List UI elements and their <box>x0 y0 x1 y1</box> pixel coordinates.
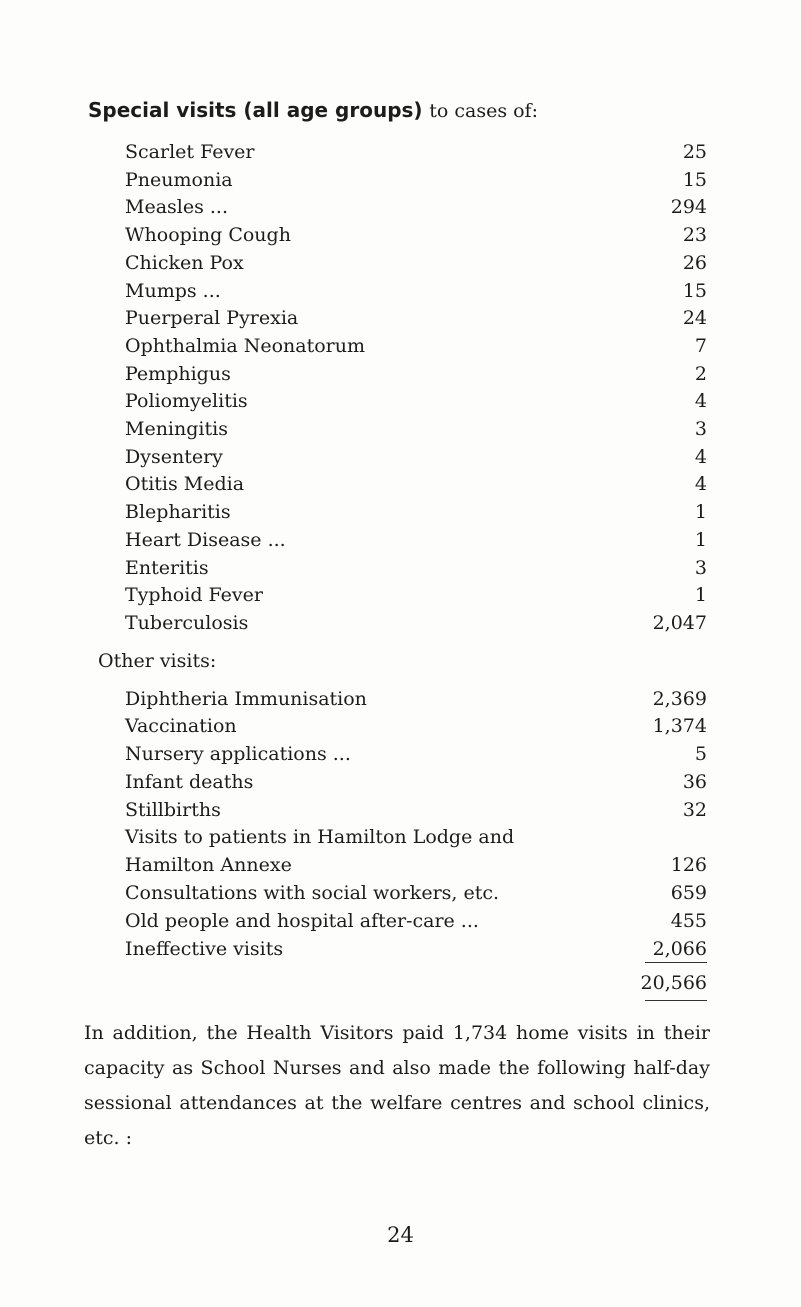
heading-plain: to cases of: <box>429 100 538 122</box>
page-number: 24 <box>387 1223 414 1247</box>
item-label: Infant deaths <box>125 771 254 793</box>
item-label: Pneumonia <box>125 168 233 191</box>
item-value: 294 <box>670 196 707 219</box>
list-item <box>0 795 801 825</box>
item-value: 26 <box>682 251 707 274</box>
list-item <box>0 497 801 527</box>
item-label: Pemphigus <box>125 362 231 385</box>
item-value: 32 <box>682 799 707 821</box>
item-value: 25 <box>682 141 707 163</box>
item-label: Heart Disease ... <box>125 528 286 551</box>
item-value: 1 <box>694 528 707 551</box>
item-value: 15 <box>682 168 707 191</box>
item-label: Measles ... <box>125 196 229 219</box>
item-label: Diphtheria Immunisation <box>125 688 367 710</box>
item-value: 455 <box>670 910 707 932</box>
item-label: Mumps ... <box>125 279 221 302</box>
item-label: Chicken Pox <box>125 251 244 274</box>
list-item <box>0 525 801 555</box>
item-label: Stillbirths <box>125 799 221 821</box>
list-item <box>0 767 801 797</box>
list-item <box>0 442 801 472</box>
item-value: 126 <box>670 854 707 876</box>
list-item <box>0 934 801 964</box>
item-label: Blepharitis <box>125 501 231 524</box>
total-value: 20,566 <box>640 972 707 994</box>
item-label: Consultations with social workers, etc. <box>125 882 500 904</box>
item-value: 7 <box>694 334 707 357</box>
item-label: Ineffective visits <box>125 938 284 960</box>
list-item <box>0 386 801 416</box>
item-value: 15 <box>682 279 707 302</box>
list-item <box>0 878 801 908</box>
list-item <box>0 739 801 769</box>
list-item <box>0 192 801 222</box>
item-label: Tuberculosis <box>125 611 249 634</box>
list-item <box>0 248 801 278</box>
list-item <box>0 684 801 714</box>
heading-bold: Special visits (all age groups) <box>88 98 423 122</box>
total-rule-bottom <box>645 1000 707 1001</box>
item-label: Hamilton Annexe <box>125 854 292 876</box>
item-value: 1 <box>694 501 707 524</box>
item-value: 2,066 <box>652 938 707 960</box>
list-item <box>0 303 801 333</box>
item-label: Whooping Cough <box>125 224 291 247</box>
list-item <box>0 220 801 250</box>
item-value: 23 <box>682 224 707 247</box>
item-value: 3 <box>694 556 707 579</box>
item-label: Visits to patients in Hamilton Lodge and <box>125 826 515 848</box>
other-visits-heading: Other visits: <box>98 650 217 672</box>
section-heading <box>88 98 538 122</box>
item-value: 1 <box>694 584 707 607</box>
item-label: Typhoid Fever <box>125 584 263 607</box>
item-label: Nursery applications ... <box>125 743 351 765</box>
list-item <box>0 822 801 852</box>
list-item <box>0 580 801 610</box>
item-label: Ophthalmia Neonatorum <box>125 334 365 357</box>
item-value: 24 <box>682 307 707 330</box>
item-value: 2,369 <box>652 688 707 710</box>
list-item <box>0 469 801 499</box>
list-item <box>0 165 801 195</box>
list-item <box>0 331 801 361</box>
item-value: 2,047 <box>652 611 707 634</box>
item-label: Enteritis <box>125 556 209 579</box>
total-rule-top <box>645 962 707 963</box>
item-value: 4 <box>694 390 707 413</box>
list-item <box>0 711 801 741</box>
list-item <box>0 553 801 583</box>
list-item <box>0 137 801 167</box>
list-item <box>0 608 801 638</box>
item-value: 4 <box>694 445 707 468</box>
item-label: Old people and hospital after-care ... <box>125 910 479 932</box>
item-label: Meningitis <box>125 418 228 440</box>
body-paragraph: In addition, the Health Visitors paid 1,734 home visits in their capacity as School Nurses and also made the following half-day sessional attendances at the welfare centres and school clinics, etc. : <box>84 1022 710 1149</box>
item-label: Scarlet Fever <box>125 141 255 163</box>
item-label: Vaccination <box>125 715 237 737</box>
item-value: 1,374 <box>652 715 707 737</box>
list-item <box>0 276 801 306</box>
item-value: 2 <box>694 362 707 385</box>
list-item <box>0 850 801 880</box>
item-value: 4 <box>694 473 707 496</box>
item-label: Otitis Media <box>125 473 245 496</box>
item-value: 659 <box>670 882 707 904</box>
list-item <box>0 906 801 936</box>
item-label: Puerperal Pyrexia <box>125 307 299 330</box>
item-value: 5 <box>694 743 707 765</box>
item-value: 36 <box>682 771 707 793</box>
item-label: Poliomyelitis <box>125 390 248 413</box>
item-label: Dysentery <box>125 445 223 468</box>
item-value: 3 <box>694 418 707 440</box>
list-item <box>0 414 801 444</box>
list-item <box>0 359 801 389</box>
